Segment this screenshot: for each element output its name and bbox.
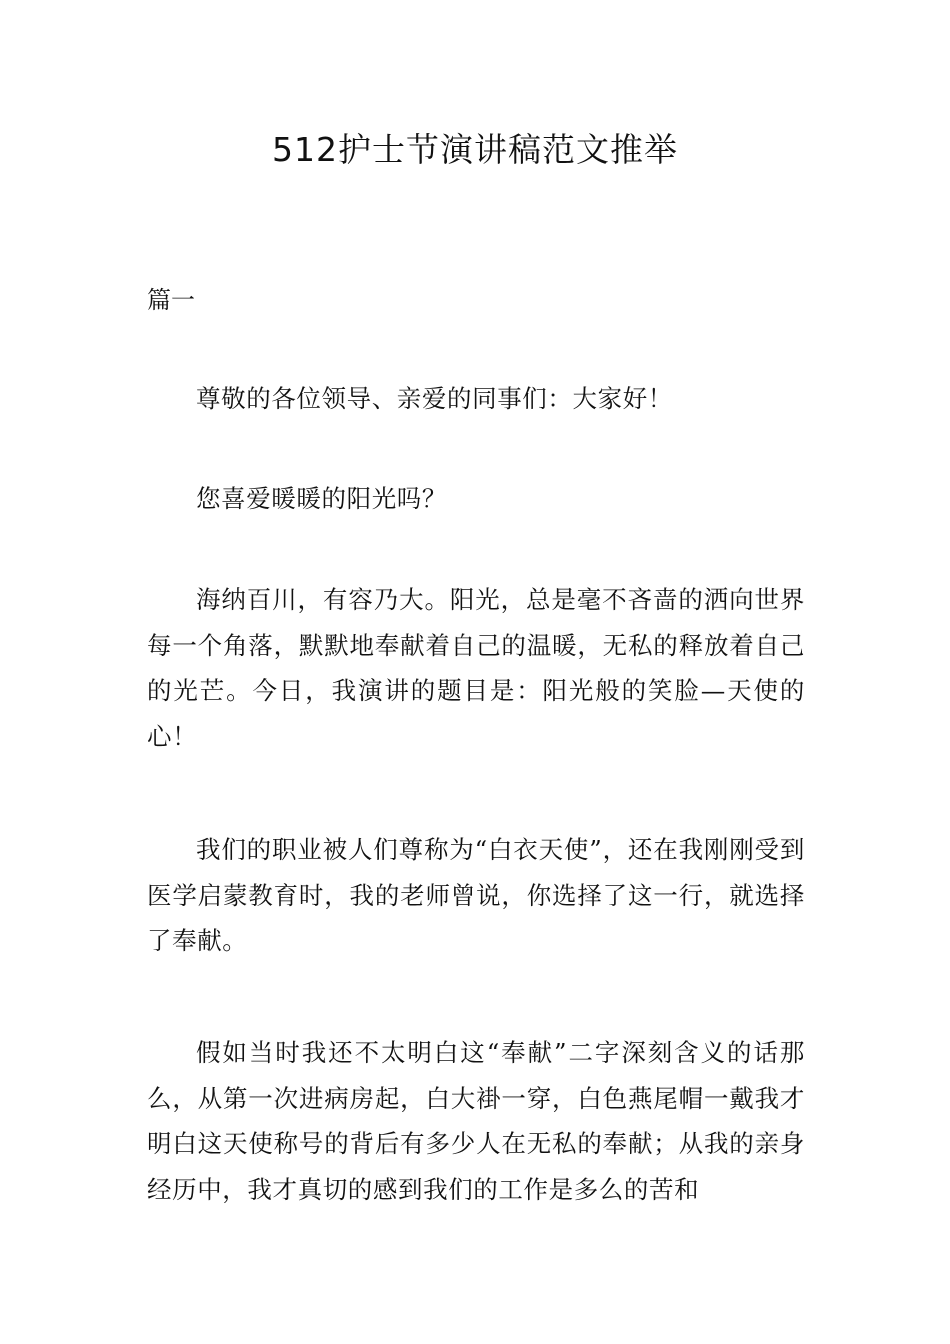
section-label: 篇一 [147,286,195,314]
document-title: 512护士节演讲稿范文推举 [272,130,678,169]
paragraph-question: 您喜爱暖暖的阳光吗？ [196,484,447,513]
paragraph-white-angel: 我们的职业被人们尊称为“白衣天使”，还在我刚刚受到医学启蒙教育时，我的老师曾说，你选择了这一行，就选择了奉献。 [147,835,805,955]
paragraph-sunshine: 海纳百川，有容乃大。阳光，总是毫不吝啬的洒向世界每一个角落，默默地奉献着自己的温暖，无私的释放着自己的光芒。今日，我演讲的题目是：阳光般的笑脸—天使的心！ [147,585,805,751]
paragraph-greeting: 尊敬的各位领导、亲爱的同事们：大家好！ [196,384,673,413]
paragraph-dedication: 假如当时我还不太明白这“奉献”二字深刻含义的话那么，从第一次进病房起，白大褂一穿，白色燕尾帽一戴我才明白这天使称号的背后有多少人在无私的奉献；从我的亲身经历中，我才真切的感到我们的工作是多么的苦和 [147,1038,805,1204]
